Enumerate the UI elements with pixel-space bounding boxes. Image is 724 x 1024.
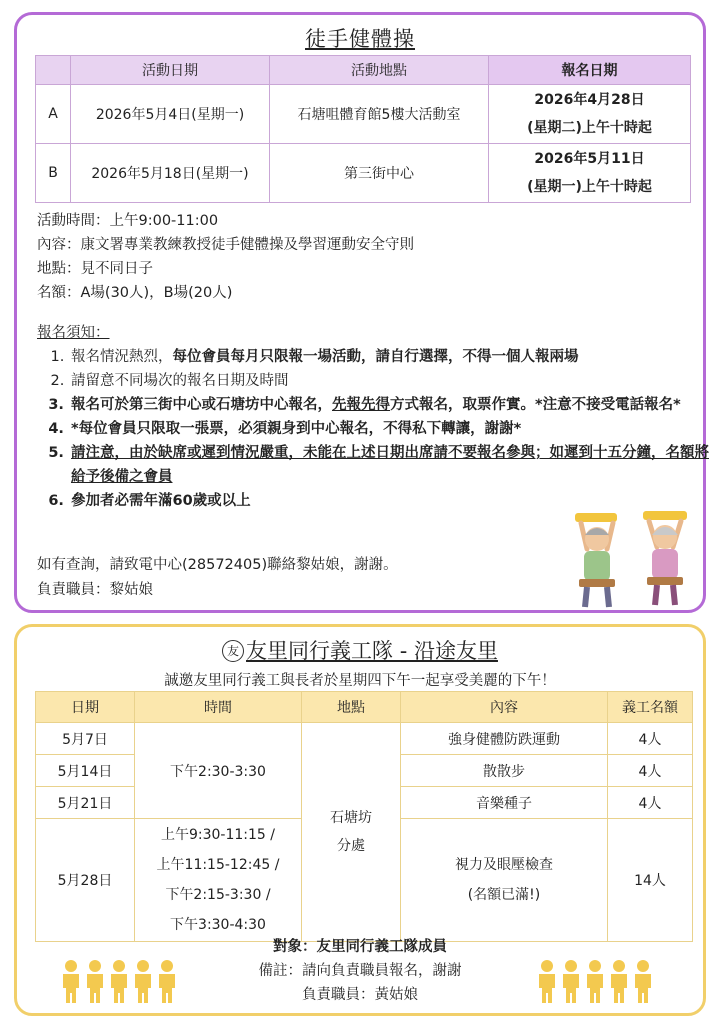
time-slot: 上午9:30-11:15 /: [160, 827, 275, 843]
notice-item: [69, 393, 711, 417]
table-row: [36, 144, 691, 203]
event-card-exercise: [14, 12, 709, 613]
senior-man-figure: [575, 513, 617, 607]
table-header-cell: 時間: [135, 692, 302, 723]
volunteer-schedule-table: [35, 691, 693, 942]
table-header-cell: 報名日期: [489, 56, 691, 85]
content-cell: 散散步: [401, 755, 608, 787]
venue-cell: [302, 723, 401, 942]
info-line: 地點：見不同日子: [37, 261, 153, 277]
table-header-cell: 義工名額: [608, 692, 693, 723]
contact-line: 如有查詢，請致電中心(28572405)聯絡黎姑娘，謝謝。: [37, 557, 398, 573]
venue-line: 分處: [337, 838, 365, 854]
activity-info: [37, 209, 414, 305]
registration-date-line: 2026年4月28日: [534, 92, 645, 108]
info-line: 名額：A場(30人)，B場(20人): [37, 285, 233, 301]
date-cell: 5月14日: [36, 755, 135, 787]
staff-line: 負責職員：黃姑娘: [302, 987, 418, 1003]
notice-text-bold: 每位會員每月只限報一場活動，請自行選擇，不得一個人報兩場: [172, 349, 579, 365]
quota-cell: 4人: [608, 723, 693, 755]
content-cell: 強身健體防跌運動: [401, 723, 608, 755]
time-cell: 下午2:30-3:30: [135, 723, 302, 819]
time-slot: 下午2:15-3:30 /: [165, 887, 271, 903]
friend-badge-icon: 友: [222, 640, 244, 662]
section-title: [17, 635, 703, 665]
time-cell: [135, 819, 302, 942]
venue-line: 石塘坊: [330, 810, 372, 826]
notice-text-underline: 請注意，由於缺席或遲到情況嚴重，未能在上述日期出席請不要報名參與；如遲到十五分鐘，名額將給予後備之會員: [71, 445, 709, 485]
time-slot: 下午3:30-4:30: [170, 917, 266, 933]
info-line: 內容：康文署專業教練教授徒手健體操及學習運動安全守則: [37, 237, 414, 253]
activity-date: 2026年5月4日(星期一): [71, 85, 270, 144]
date-cell: 5月28日: [36, 819, 135, 942]
quota-cell: 14人: [608, 819, 693, 942]
notice-text-bold: 報名可於第三街中心或石塘坊中心報名，: [71, 397, 332, 413]
notice-list: [47, 345, 711, 513]
event-card-volunteer: [14, 624, 706, 1016]
date-cell: 5月7日: [36, 723, 135, 755]
table-row: [36, 85, 691, 144]
content-cell: [401, 819, 608, 942]
seniors-exercising-illustration: [557, 501, 707, 611]
people-group-icon: [61, 959, 189, 1005]
registration-date-line: (星期一)上午十時起: [527, 179, 652, 195]
date-cell: 5月21日: [36, 787, 135, 819]
registration-date: [489, 144, 691, 203]
registration-date-line: 2026年5月11日: [534, 151, 645, 167]
section-title-text: 友里同行義工隊 - 沿途友里: [246, 639, 498, 663]
row-label: B: [36, 144, 71, 203]
table-header-cell: 活動地點: [270, 56, 489, 85]
target-line: 對象：友里同行義工隊成員: [273, 939, 447, 955]
info-line: 活動時間：上午9:00-11:00: [37, 213, 219, 229]
notice-text-bold: 方式報名，取票作實。*注意不接受電話報名*: [390, 397, 681, 413]
notice-item: [69, 417, 711, 441]
staff-line: 負責職員：黎姑娘: [37, 582, 153, 598]
activity-venue: 石塘咀體育館5樓大活動室: [270, 85, 489, 144]
quota-cell: 4人: [608, 755, 693, 787]
people-group-icon: [537, 959, 665, 1005]
content-line: (名額已滿!): [467, 887, 541, 903]
contact-info: [37, 553, 398, 603]
table-header-cell: 日期: [36, 692, 135, 723]
schedule-table: [35, 55, 691, 203]
table-header-row: [36, 56, 691, 85]
content-line: 視力及眼壓檢查: [455, 857, 553, 873]
notice-item: [69, 345, 711, 369]
notice-heading: 報名須知：: [37, 325, 110, 341]
table-header-cell: 活動日期: [71, 56, 270, 85]
table-row: [36, 723, 693, 755]
time-slot: 上午11:15-12:45 /: [156, 857, 280, 873]
section-title: 徒手健體操: [305, 27, 415, 51]
table-header-cell: 地點: [302, 692, 401, 723]
quota-cell: 4人: [608, 787, 693, 819]
senior-woman-figure: [643, 511, 687, 605]
notice-item: [69, 441, 711, 489]
section-subtitle: 誠邀友里同行義工與長者於星期四下午一起享受美麗的下午！: [164, 673, 556, 689]
notice-text-underline: 先報先得: [332, 397, 390, 413]
registration-date: [489, 85, 691, 144]
notice-text-bold: 參加者必需年滿60歲或以上: [71, 493, 251, 509]
table-header-row: [36, 692, 693, 723]
notice-item: [69, 369, 711, 393]
content-cell: 音樂種子: [401, 787, 608, 819]
table-header-cell: 內容: [401, 692, 608, 723]
activity-venue: 第三街中心: [270, 144, 489, 203]
notice-text: 請留意不同場次的報名日期及時間: [71, 373, 289, 389]
notice-text: 報名情況熱烈，: [71, 349, 173, 365]
notice-text-bold: *每位會員只限取一張票，必須親身到中心報名，不得私下轉讓，謝謝*: [71, 421, 522, 437]
row-label: A: [36, 85, 71, 144]
table-header-cell: [36, 56, 71, 85]
activity-date: 2026年5月18日(星期一): [71, 144, 270, 203]
remark-line: 備註：請向負責職員報名，謝謝: [258, 963, 462, 979]
registration-date-line: (星期二)上午十時起: [527, 120, 652, 136]
